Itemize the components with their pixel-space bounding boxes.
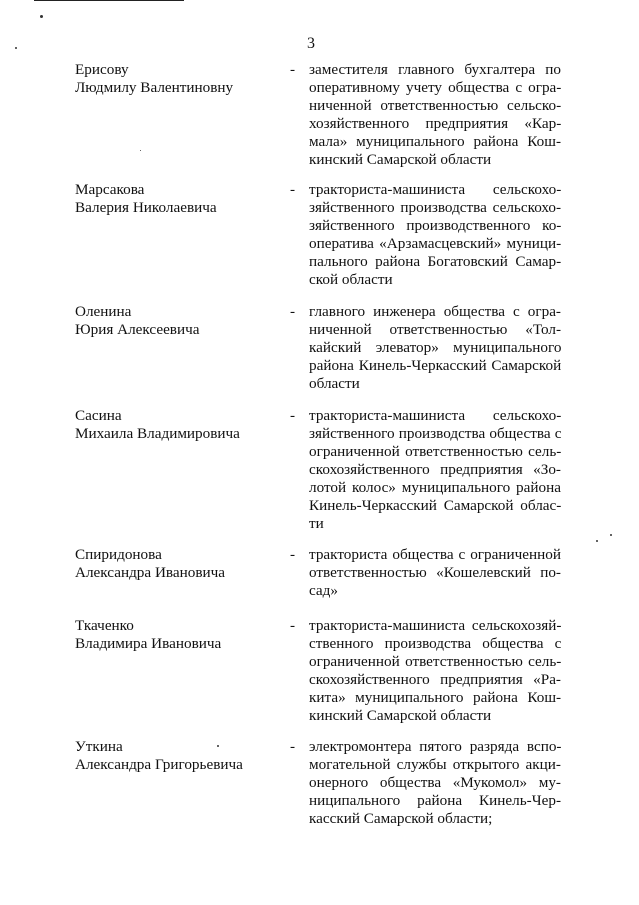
description-line: пального района Богатовский Самар- [309,253,562,270]
position-description [309,61,561,169]
person-name [75,181,217,217]
person-surname: Оленина [75,303,132,320]
description-line: оператива «Арзамасцевский» муници- [309,235,562,252]
description-line: кинский Самарской области [309,151,492,168]
description-line: тракториста-машиниста сельскохо- [309,181,562,198]
description-line: области [309,375,360,392]
person-surname: Марсакова [75,181,145,198]
person-given-names: Александра Григорьевича [75,756,243,773]
description-line: зяйственного производственного ко- [309,217,562,234]
person-surname: Спиридонова [75,546,162,563]
description-line: кайский элеватор» муниципального [309,339,562,356]
position-description [309,738,561,828]
person-given-names: Михаила Владимировича [75,425,240,442]
list-dash: - [290,617,296,634]
person-name [75,407,240,443]
description-line: мала» муниципального района Кош- [309,133,561,150]
description-line: зяйственного производства общества с [309,425,562,442]
person-name [75,303,200,339]
position-description [309,181,561,289]
person-given-names: Юрия Алексеевича [75,321,200,338]
position-description [309,303,561,393]
description-line: ниченной ответственностью сельско- [309,97,562,114]
description-line: района Кинель-Черкасский Самарской [309,357,562,374]
scan-speck [15,47,17,49]
description-line: ответственностью «Кошелевский по- [309,564,561,581]
description-line: сад» [309,582,338,599]
description-line: хозяйственного предприятия «Кар- [309,115,562,132]
page-number: 3 [307,35,315,52]
list-dash: - [290,407,296,424]
list-dash: - [290,738,296,755]
description-line: касский Самарской области; [309,810,493,827]
description-line: лотой колос» муниципального района [309,479,561,496]
description-line: кита» муниципального района Кош- [309,689,562,706]
person-name [75,546,225,582]
person-surname: Сасина [75,407,122,424]
person-name [75,61,233,97]
position-description [309,407,561,533]
description-line: главного инженера общества с огра- [309,303,561,320]
description-line: тракториста общества с ограниченной [309,546,561,563]
person-surname: Ерисову [75,61,129,78]
top-rule-mark [34,0,184,1]
person-surname: Ткаченко [75,617,134,634]
description-line: скохозяйственного предприятия «Зо- [309,461,561,478]
person-given-names: Александра Ивановича [75,564,226,581]
description-line: тракториста-машиниста сельскохозяй- [309,617,562,634]
person-surname: Уткина [75,738,123,755]
scan-speck [140,150,141,151]
position-description [309,546,561,600]
description-line: ниченной ответственностью «Тол- [309,321,561,338]
description-line: скохозяйственного предприятия «Ра- [309,671,561,688]
list-dash: - [290,61,296,78]
description-line: ниципального района Кинель-Чер- [309,792,561,809]
description-line: онерного общества «Мукомол» му- [309,774,561,791]
person-given-names: Людмилу Валентиновну [75,79,234,96]
description-line: могательной службы открытого акци- [309,756,561,773]
list-dash: - [290,546,296,563]
person-name [75,738,243,774]
scan-speck [610,534,612,536]
description-line: ти [309,515,324,532]
description-line: Кинель-Черкасский Самарской облас- [309,497,562,514]
list-dash: - [290,181,296,198]
description-line: ственного производства общества с [309,635,562,652]
person-name [75,617,221,653]
scan-speck [596,540,598,542]
position-description [309,617,561,725]
person-given-names: Владимира Ивановича [75,635,222,652]
description-line: кинский Самарской области [309,707,492,724]
description-line: зяйственного производства сельскохо- [309,199,562,216]
description-line: электромонтера пятого разряда вспо- [309,738,562,755]
description-line: оперативному учету общества с огра- [309,79,562,96]
description-line: тракториста-машиниста сельскохо- [309,407,562,424]
person-given-names: Валерия Николаевича [75,199,217,216]
list-dash: - [290,303,296,320]
description-line: заместителя главного бухгалтера по [309,61,561,78]
description-line: ограниченной ответственностью сель- [309,653,562,670]
description-line: ограниченной ответственностью сель- [309,443,562,460]
description-line: ской области [309,271,393,288]
scan-speck [40,15,43,18]
